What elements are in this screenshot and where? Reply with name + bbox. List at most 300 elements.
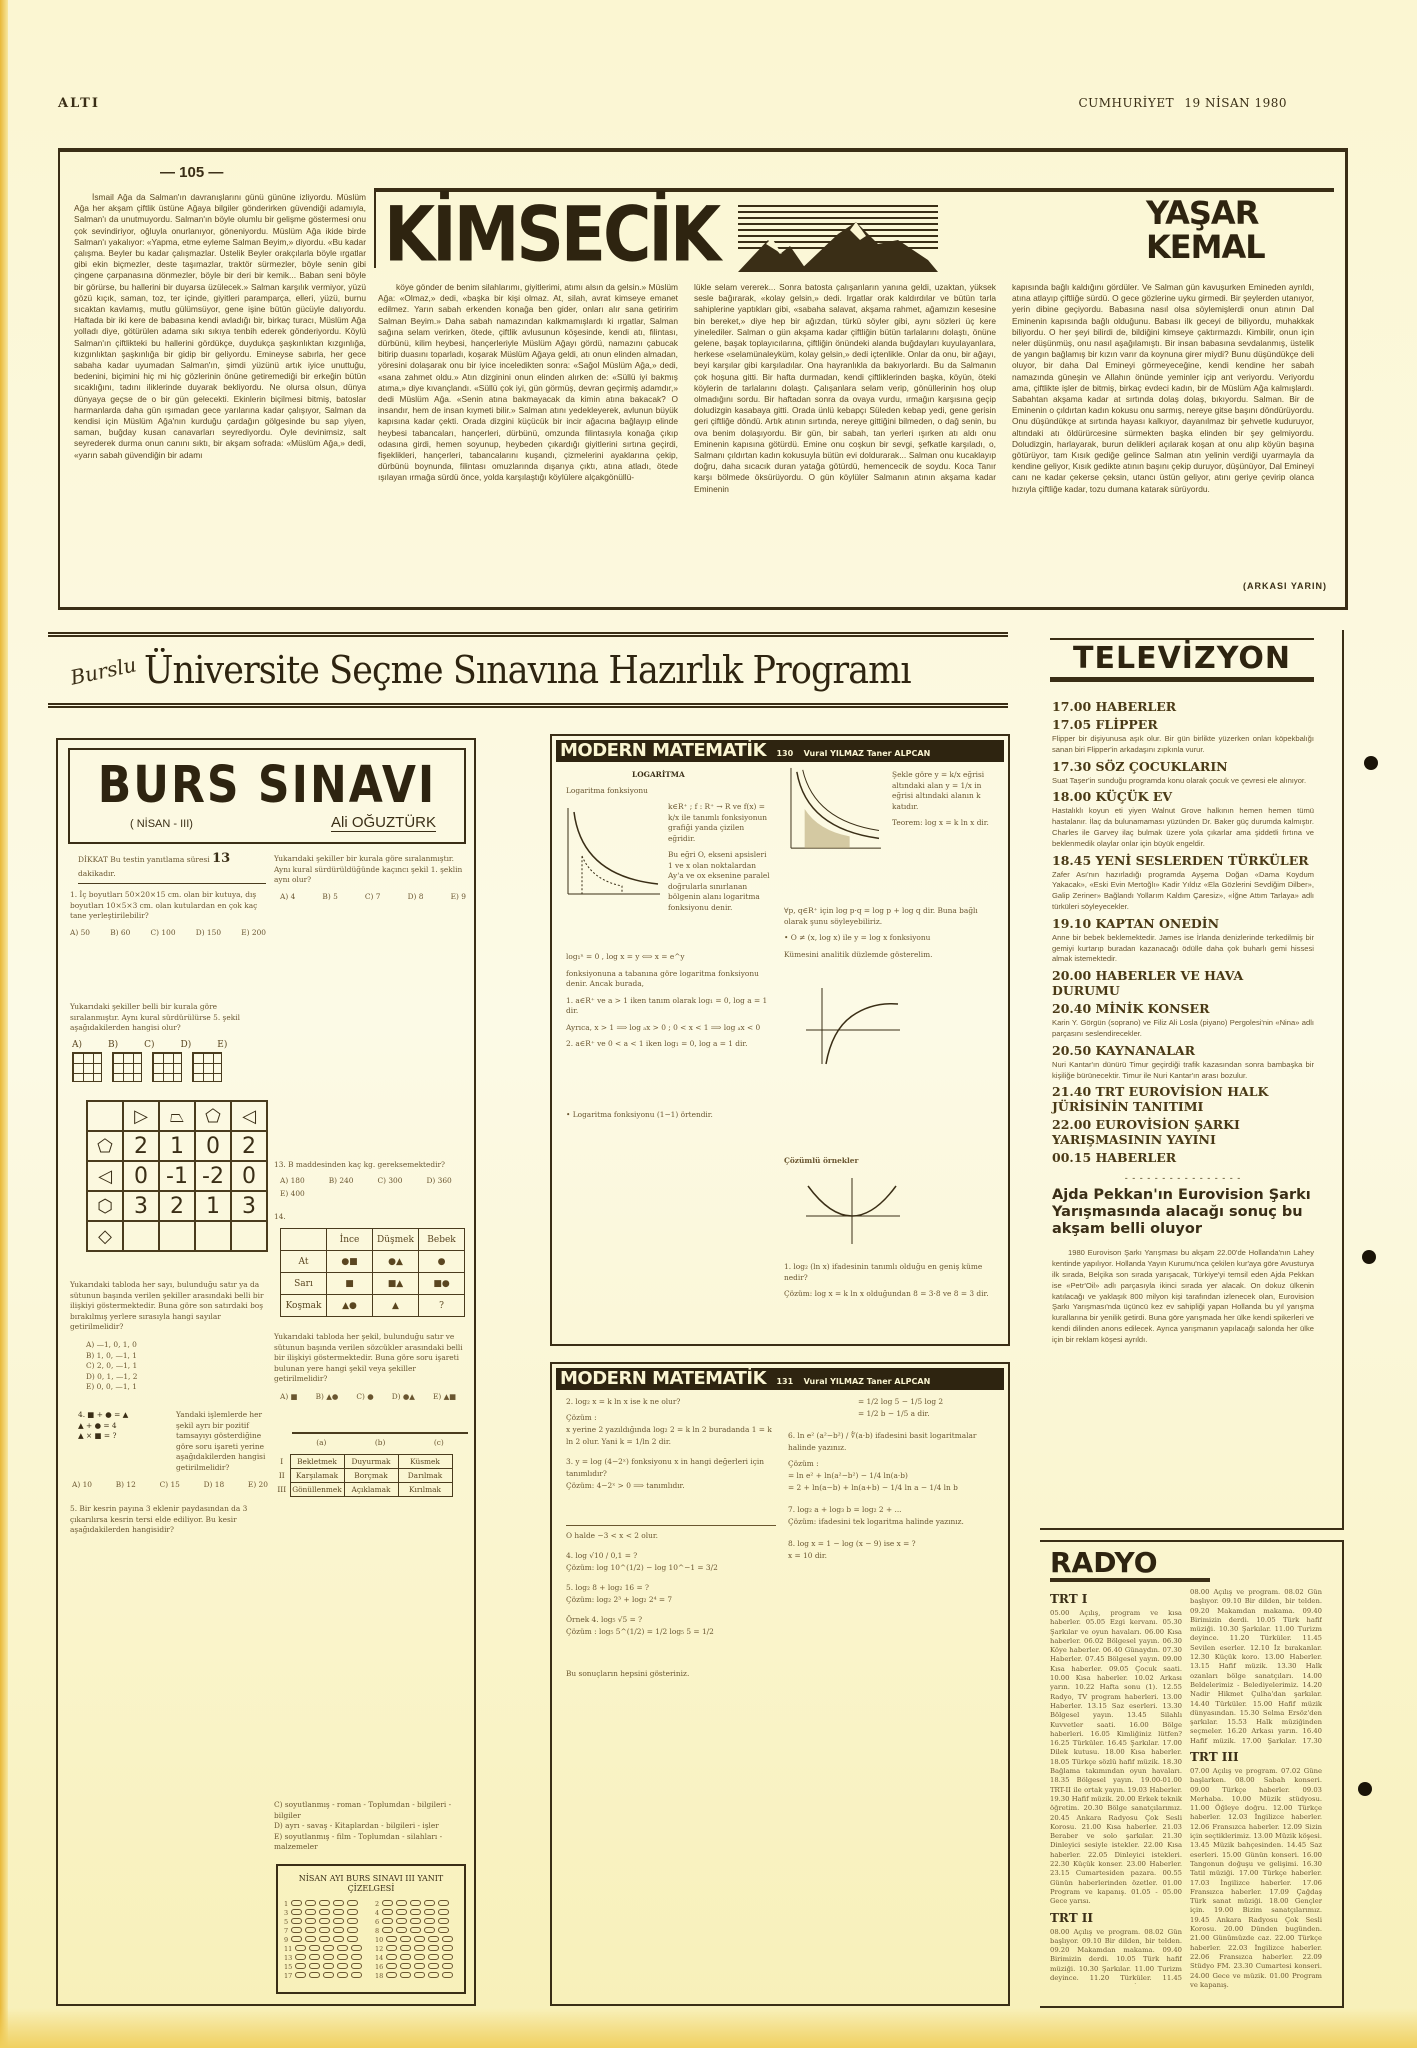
tv-program-title: 00.15 HABERLER: [1052, 1150, 1177, 1166]
answer-bubble[interactable]: [347, 1927, 358, 1933]
mm-line: 4. log √10 / 0,1 = ?: [566, 1551, 638, 1560]
answer-bubble[interactable]: [442, 1972, 453, 1978]
mm-number: 131: [776, 1377, 794, 1386]
tv-program-title: 21.40 TRT EUROVİSİON HALK JÜRİSİNİN TANITIMI: [1052, 1084, 1269, 1115]
answer-bubble[interactable]: [428, 1954, 439, 1960]
question-4-options: [72, 1480, 268, 1491]
table-cell: [195, 1221, 231, 1251]
answer-bubble[interactable]: [333, 1936, 344, 1942]
answer-bubble[interactable]: [382, 1900, 393, 1906]
burs-author: Ali OĞUZTÜRK: [331, 814, 436, 831]
radio-column-left: [1050, 1588, 1182, 2000]
answer-bubble[interactable]: [386, 1945, 397, 1951]
answer-bubble[interactable]: [396, 1900, 407, 1906]
tv-program-description: Karin Y. Görgün (soprano) ve Filiz Ali Losla (piyano) Pergolesi'nin «Nina» adlı parçasını seslendirecekler.: [1052, 1018, 1314, 1038]
answer-bubble[interactable]: [414, 1954, 425, 1960]
author-name: [1146, 196, 1265, 264]
answer-row: [284, 1972, 367, 1980]
answer-bubble[interactable]: [386, 1963, 397, 1969]
mm-line: Logaritma fonksiyonu: [566, 786, 648, 795]
pattern-grid-icon: [152, 1052, 182, 1082]
answer-bubble[interactable]: [337, 1963, 348, 1969]
answer-bubble[interactable]: [424, 1900, 435, 1906]
option: A) ■: [280, 1392, 298, 1401]
answer-bubble[interactable]: [424, 1909, 435, 1915]
option: D) 8: [407, 892, 424, 901]
separator: - - - - - - - - - - - - - - - -: [1124, 1173, 1242, 1184]
option: C) soyutlanmış - roman - Toplumdan - bilgileri - bilgiler: [274, 1800, 452, 1820]
table-cell: Darılmak: [398, 1469, 452, 1483]
table-row: [87, 1101, 267, 1131]
answer-bubble[interactable]: [386, 1936, 397, 1942]
answer-number: 12: [375, 1945, 384, 1953]
answer-bubble[interactable]: [410, 1900, 421, 1906]
table-cell: ⬡: [87, 1191, 123, 1221]
option: C) 100: [150, 928, 176, 937]
question-14-label: 14.: [274, 1212, 286, 1221]
answer-bubble[interactable]: [442, 1945, 453, 1951]
option: B) 240: [328, 1176, 354, 1185]
table-cell: [87, 1101, 123, 1131]
answer-bubble[interactable]: [428, 1972, 439, 1978]
notice-text: Bu testin yanıtlama süresi: [110, 855, 210, 864]
answer-number: 4: [375, 1909, 380, 1917]
table-cell: 1: [195, 1191, 231, 1221]
row-label: II: [278, 1471, 285, 1480]
answer-bubble[interactable]: [323, 1945, 334, 1951]
mm-line: 2. log₂ x = k ln x ise k ne olur?: [566, 1397, 681, 1406]
word-table: [274, 1454, 453, 1497]
column-header: (b): [374, 1438, 386, 1447]
mm-line: fonksiyonuna a tabanına göre logaritma fonksiyonu denir. Ancak burada,: [566, 968, 759, 988]
option: A) 4: [280, 892, 296, 901]
table-cell: -2: [195, 1161, 231, 1191]
table-cell: 0: [123, 1161, 159, 1191]
option-label: B): [108, 1040, 119, 1050]
punch-hole-icon: [1364, 756, 1378, 770]
answer-bubble[interactable]: [347, 1918, 358, 1924]
answer-row: [284, 1945, 367, 1953]
tv-program-description: Hastalıklı koyun eti yiyen Walnut Grove halkının hemen hemen tümü hastalanır. İlaç da bulunamaması yüzünden Dr. Baker güç durumda kalmıştır. Charles ile Garvey ilaç bulmak üzere yola çıkarlar ama şiddetli fırtına ve beklenmedik olaylar onlar için büyük engeldir.: [1052, 806, 1314, 848]
answer-number: 17: [284, 1972, 293, 1980]
answer-number: 18: [375, 1972, 384, 1980]
answer-bubble[interactable]: [382, 1909, 393, 1915]
answer-bubble[interactable]: [410, 1909, 421, 1915]
mm-line: • O ≠ (x, log x) ile y = log x fonksiyonu: [784, 933, 931, 942]
answer-bubble[interactable]: [347, 1936, 358, 1942]
modern-matematik-131: [550, 1362, 1010, 2006]
mm-line: 6. ln e² (a²−b²) / ∜(a·b) ifadesini basit logaritmalar halinde yazınız.: [788, 1431, 977, 1452]
mm-line: 1. log₂ (ln x) ifadesinin tanımlı olduğu en geniş küme nedir?: [784, 1262, 983, 1282]
mm-number: 130: [776, 749, 794, 758]
answer-sheet-title: NİSAN AYI BURS SINAVI III YANIT ÇİZELGESİ: [298, 1874, 444, 1893]
table-cell: 1: [159, 1131, 195, 1161]
right-question-text: Yukarıdaki şekiller bir kurala göre sıralanmıştır. Aynı kural sürdürüldüğünde kaçıncı şekil 1. şeklin aynı olur?: [274, 854, 463, 884]
answer-bubble[interactable]: [396, 1918, 407, 1924]
mm-line: Kümesini analitik düzlemde gösterelim.: [784, 949, 933, 959]
answer-bubble[interactable]: [410, 1927, 421, 1933]
mm-line: Çözümlü örnekler: [784, 1156, 859, 1165]
mm-line: Teorem: log x = k ln x dir.: [892, 818, 989, 827]
answer-bubble[interactable]: [323, 1972, 334, 1978]
answer-bubble[interactable]: [428, 1936, 439, 1942]
tv-program-title: 19.10 KAPTAN ONEDİN: [1052, 915, 1219, 931]
answer-bubble[interactable]: [438, 1909, 449, 1915]
table-cell: Bebek: [419, 1229, 465, 1251]
table-cell: [281, 1229, 327, 1251]
answer-bubble[interactable]: [309, 1972, 320, 1978]
answer-bubble[interactable]: [319, 1927, 330, 1933]
row-label: I: [280, 1457, 284, 1466]
pattern-grid-icon: [112, 1052, 142, 1082]
answer-number: 6: [375, 1918, 380, 1926]
answer-bubble[interactable]: [333, 1918, 344, 1924]
option: D) ayrı - savaş - Kitaplardan - bilgileri - işler: [274, 1821, 439, 1830]
answer-bubble[interactable]: [305, 1909, 316, 1915]
channel-schedule-continued: 08.00 Açılış ve program. 08.02 Gün başlıyor. 09.10 Bir dilden, bir telden. 09.20 Makamdan makama. 09.40 Birimizin derdi. 10.05 Türk hafif müziği. 10.30 Şarkılar. 11.00 Turizm deyince. 11.20 Türküler. 11.45 Sevilen eserler. 12.10 İz bırakanlar. 12.30 Küçük koro. 13.00 Haberler. 13.15 Hafif müzik. 13.30 Halk ozanları bölge sanatçıları. 14.00 Beldelerimiz - Belediyelerimiz. 14.20 Nadir Hikmet Çulha'dan şarkılar. 14.40 Türküler. 15.00 Hafif müzik dünyasından. 15.30 Selma Ersöz'den şarkılar. 15.53 Halk müziğinden seçmeler. 16.20 Arkası yarın. 16.40 Hafif müzik. 17.00 Şarkılar. 17.30: [1190, 1588, 1322, 1745]
answer-bubble[interactable]: [438, 1900, 449, 1906]
table-cell: ▲●: [327, 1295, 373, 1317]
answer-bubble[interactable]: [305, 1900, 316, 1906]
answer-bubble[interactable]: [396, 1927, 407, 1933]
option-label: C): [144, 1040, 155, 1050]
option: E) ▲■: [433, 1392, 457, 1401]
answer-bubble[interactable]: [424, 1927, 435, 1933]
table-cell: 3: [231, 1191, 267, 1221]
option: C) 7: [364, 892, 381, 901]
table-cell: Gönüllenmek: [290, 1483, 344, 1497]
channel-name: TRT III: [1190, 1750, 1239, 1764]
author-first-name: YAŞAR: [1146, 194, 1259, 232]
answer-bubble[interactable]: [351, 1945, 362, 1951]
answer-row: [375, 1945, 458, 1953]
answer-bubble[interactable]: [400, 1936, 411, 1942]
mm-line: = ln e² + ln(a²−b²) − 1/4 ln(a·b): [788, 1471, 908, 1480]
tv-program-description: Anne bir bebek beklemektedir. James ise İrlanda denizlerinde terkedilmiş bir gemiyi kurtarıp buradan kazanacağı ödülle daha çok buharlı gemi hissesi almak istemektedir.: [1052, 932, 1314, 964]
table-row: [281, 1273, 465, 1295]
answer-bubble[interactable]: [337, 1945, 348, 1951]
answer-bubble[interactable]: [319, 1936, 330, 1942]
option: C) 15: [159, 1480, 180, 1489]
answer-bubble[interactable]: [309, 1945, 320, 1951]
tv-program-title: 18.00 KÜÇÜK EV: [1052, 789, 1173, 805]
mm-right-text-a: [784, 906, 1002, 966]
answer-bubble[interactable]: [295, 1963, 306, 1969]
mm-line: 5. log₂ 8 + log₂ 16 = ?: [566, 1583, 649, 1592]
mm-header-bar: [556, 1368, 1004, 1390]
answer-bubble[interactable]: [295, 1954, 306, 1960]
mm-line: Örnek 4. log₅ √5 = ?: [566, 1615, 643, 1624]
answer-bubble[interactable]: [414, 1945, 425, 1951]
option: D) 360: [426, 1176, 452, 1185]
equation: ▲ + ● = 4: [78, 1420, 117, 1430]
log-curve-graph-icon: [562, 806, 662, 896]
answer-bubble[interactable]: [382, 1918, 393, 1924]
mm-authors: Vural YILMAZ Taner ALPCAN: [803, 749, 931, 758]
tv-program-title: 18.45 YENİ SESLERDEN TÜRKÜLER: [1052, 852, 1309, 868]
table-cell: Bekletmek: [290, 1455, 344, 1469]
mm-title: MODERN MATEMATİK: [560, 740, 767, 761]
mm-right-text-c: [784, 1262, 1002, 1306]
table-cell: Kırılmak: [398, 1483, 452, 1497]
answer-number: 5: [284, 1918, 289, 1926]
table-row: [281, 1295, 465, 1317]
table-cell: Küsmek: [398, 1455, 452, 1469]
answer-bubble[interactable]: [319, 1909, 330, 1915]
author-last-name: KEMAL: [1146, 228, 1265, 266]
answer-bubble[interactable]: [438, 1918, 449, 1924]
mm-line: x yerine 2 yazıldığında log₂ 2 = k ln 2 buradanda 1 = k ln 2 olur. Yani k = 1/ln 2 dir.: [566, 1425, 772, 1446]
modern-matematik-130: [550, 734, 1010, 1346]
mm-line: Çözüm :: [788, 1459, 819, 1468]
table-cell: ▷: [123, 1101, 159, 1131]
radio-title: RADYO: [1050, 1548, 1210, 1582]
answer-bubble[interactable]: [295, 1945, 306, 1951]
mm-line: 7. log₂ a + log₃ b = log₂ 2 + ...: [788, 1505, 902, 1514]
answer-bubble[interactable]: [291, 1927, 302, 1933]
mm-lower-left-text: [566, 952, 774, 1126]
option: E) 200: [241, 928, 266, 937]
option: D) 18: [203, 1480, 225, 1489]
answer-number: 8: [375, 1927, 380, 1935]
table-row: [281, 1251, 465, 1273]
answer-bubble[interactable]: [400, 1972, 411, 1978]
answer-bubble[interactable]: [337, 1954, 348, 1960]
page-edge: [0, 0, 8, 2048]
notice-label: DİKKAT: [78, 855, 108, 864]
answer-bubble[interactable]: [309, 1954, 320, 1960]
channel-name: TRT II: [1050, 1910, 1094, 1925]
shape-number-table: [86, 1100, 268, 1252]
answer-number: 3: [284, 1909, 289, 1917]
serial-title-block: [374, 188, 1334, 280]
answer-bubble[interactable]: [442, 1936, 453, 1942]
tv-program-title: 20.50 KAYNANALAR: [1052, 1042, 1195, 1058]
answer-bubble[interactable]: [347, 1900, 358, 1906]
answer-bubble[interactable]: [333, 1900, 344, 1906]
answer-bubble[interactable]: [295, 1972, 306, 1978]
table-row: [274, 1469, 452, 1483]
answer-bubble[interactable]: [291, 1900, 302, 1906]
mm-right-column: [788, 1396, 1002, 1562]
answer-bubble[interactable]: [400, 1963, 411, 1969]
answer-bubble[interactable]: [337, 1972, 348, 1978]
equation: ▲ × ■ = ?: [78, 1431, 117, 1440]
answer-bubble[interactable]: [323, 1954, 334, 1960]
mm-line: O halde −3 < x < 2 olur.: [566, 1531, 658, 1540]
answer-bubble[interactable]: [333, 1927, 344, 1933]
answer-sheet: [276, 1864, 466, 1994]
table-cell: 3: [123, 1191, 159, 1221]
continued-tomorrow: (ARKASI YARIN): [1242, 581, 1327, 591]
question-13-options: [280, 1176, 466, 1199]
pattern-grid-icon: [192, 1052, 222, 1082]
table-cell: ◁: [87, 1161, 123, 1191]
answer-bubble[interactable]: [382, 1927, 393, 1933]
table-cell: ⏢: [159, 1101, 195, 1131]
serial-column-1: İsmail Ağa da Salman'ın davranışlarını günü gününe izliyordu. Müslüm Ağa her akşam çiftlik üstüne Ağaya bilgiler gönderirken güvendiği adamıyla, Salman'ı da unutmuyordu. Salman'ın böyle olumlu bir gelişme göstermesi onu çok sevindiriyor, oğluyla onurlanıyor, göneniyordu. Müslüm Ağa ikide birde Salman'ı yakalıyor: «Yapma, etme eyleme Salman Beyim,» diyordu. «Bu kadar çalışma. Beyler bu kadar çalışmazlar. Üstelik Beyler orakçılarla böyle ırgatlar gibi ekin biçmezler, deste taşımazlar, traktör sürmezler, böyle senin gibi çingene çarpanasına dönmezler, böyle bir deri bir kemik... Baban seni böyle bir görürse, bu hallerini bir duyarsa üzülecek.» Salman karşılık vermiyor, yüzü gözü kıçık, saman, toz, ter içinde, giyitleri paramparça, elleri, yüzü, burnu sıcaktan kavlamış, mutlu gülümsüyor, gene işine bütün gücüyle dalıyordu. Haftada bir iki kere de babasına kendi avladığı bir, birkaç turacı, Müslüm Ağa yolladı diye, götürülen adama sıkı sıkıya tenbih ederek gönderiyordu. Köylü Salman'ın çiftlikteki bu hallerini gördükçe, duydukça şaşkınlıktan kızgınlığa, kızgınlıktan şaşkınlığa bir gidip bir geliyordu. Emineyse sabırla, her gece sabaha kadar uyumadan Salman'ın, şimdi yüzünü artık iyice unuttuğu, bedenini, biçimini hiç mi hiç gözlerinin önüne getiremediği bir erkeğin bütün sıcaklığını, tadını iliklerinde duyarak bekliyordu. Ne olursa olsun, dünya dünyaya geçse de o bir gün gelecekti. Ekinlerin biçilmesi bitmiş, batoslar harmanlarda daha gün ışımadan gece yarılarına kadar çalışıyor, Salman da kendisi için Müslüm Ağa'nın kurduğu çardağın gölgesinde bu sap yiyen, saman, buğday kusan canavarları seyrediyordu. Öyle devinimsiz, salt seyrederek durma onun canını sıktı, bir akşam sofrada: «Müslüm Ağa,» dedi, «yarın sabah güvendiğin bir adamı: [74, 192, 366, 460]
table-cell: [159, 1221, 195, 1251]
answer-bubble[interactable]: [414, 1972, 425, 1978]
table-cell: ●: [419, 1251, 465, 1273]
masthead-date: [1078, 96, 1287, 110]
answer-bubble[interactable]: [386, 1972, 397, 1978]
answer-bubble[interactable]: [319, 1900, 330, 1906]
channel-schedule: 07.00 Açılış ve program. 07.02 Güne başlarken. 08.00 Sabah konseri. 09.00 Türkçe haberler. 09.03 Merhaba. 10.00 Müzik stüdyosu. 11.00 Öğleye doğru. 12.00 Türkçe haberler. 12.03 İngilizce haberler. 12.06 Fransızca haberler. 12.09 Sizin için seçtiklerimiz. 13.00 Müzik köşesi. 13.45 Müzik bahçesinden. 14.45 Saz eserleri. 15.00 Günün konseri. 16.00 Tangonun doğuşu ve gelişimi. 16.30 Tatil müziği. 17.00 Türkçe haberler. 17.03 İngilizce haberler. 17.06 Fransızca haberler. 17.09 Çağdaş Türk sanat müziği. 18.00 Gençler için. 19.00 Bizim sanatçılarımız. 19.45 Ankara Radyosu Çok Sesli Korosu. 20.00 Dünden bugünden. 21.00 Günümüzde caz. 22.00 Türkçe haberler. 22.03 İngilizce haberler. 22.06 Fransızca haberler. 22.09 Stüdyo FM. 23.30 Cumartesi konseri. 24.00 Gece ve müzik. 01.00 Program ve kapanış.: [1190, 1767, 1322, 1989]
mm-line: Çözüm: log 10^(1/2) − log 10^−1 = 3/2: [566, 1563, 718, 1572]
mm-section-title: LOGARİTMA: [632, 770, 685, 779]
mm-line: = 2 + ln(a−b) + ln(a+b) − 1/4 ln a − 1/4 ln b: [788, 1483, 958, 1492]
mm-line: 8. log x = 1 − log (x − 9) ise x = ?: [788, 1539, 916, 1548]
option: A) —1, 0, 1, 0: [86, 1340, 137, 1349]
answer-bubble[interactable]: [414, 1936, 425, 1942]
answer-bubble[interactable]: [351, 1963, 362, 1969]
answer-bubble[interactable]: [396, 1909, 407, 1915]
answer-bubble[interactable]: [305, 1918, 316, 1924]
answer-bubble[interactable]: [410, 1918, 421, 1924]
question-14-options: [280, 1392, 466, 1403]
tv-program-title: 20.00 HABERLER VE HAVA DURUMU: [1052, 968, 1244, 999]
table-cell: 2: [231, 1131, 267, 1161]
option: E) 400: [280, 1188, 305, 1198]
number-line-icon: [566, 1496, 776, 1526]
question-15-headers: [292, 1432, 468, 1449]
answer-bubble[interactable]: [291, 1936, 302, 1942]
table-cell: ●▲: [373, 1251, 419, 1273]
question-4-text: Yandaki işlemlerde her şekil ayrı bir pozitif tamsayıyı gösterdiğine göre soru işareti yerine aşağıdakilerden hangisi getirilmelidir?: [176, 1410, 266, 1472]
program-banner: [48, 632, 1008, 708]
option: E) 20: [247, 1480, 268, 1489]
mm-authors: Vural YILMAZ Taner ALPCAN: [803, 1377, 931, 1386]
question-14-text: Yukarıdaki tabloda her şekil, bulunduğu satır ve sütunun başında verilen sözcükler arasındaki belli bir ilişkiyi göstermektedir. Buna göre soru işareti bulunan yere hangi şekil veya şekiller getirilmelidir?: [274, 1332, 463, 1383]
mm-line: • Logaritma fonksiyonu (1−1) örtendir.: [566, 1109, 713, 1119]
mm-line: = 1/2 b − 1/5 a dir.: [858, 1409, 930, 1418]
page-number-word: ALTI: [58, 96, 100, 111]
mm-upper-left-text: [668, 802, 772, 919]
table-cell: ■: [327, 1273, 373, 1295]
serial-column-2: köye gönder de benim silahlarımı, giyitlerimi, atımı alsın da gelsin.» Müslüm Ağa: «Olmaz,» dedi, «başka bir kişi olmaz. At, silah, avrat kimseye emanet edilmez. Yarın sabah erkenden konağa ben gider, onları alır sana getiririm Salman Beyim.» Daha sabah namazından kalkmamışlardı ki ırgatlar, Salman sağına selam verirken, ötede, çiftlik avlusunun köşesinde, kendi atı, filintası, dürbünü, kilim heybesi, hançerleriyle Müslüm Ağayı gördü, namazını çabucak bitirip duasını toparladı, koşarak Müslüm Ağaya geldi, atı onun elinden almadan, yöresini dolaşarak onu bir iyice inceledikten sonra: «Sağol Müslüm Ağa,» dedi, «sana zahmet oldu.» Atın dizginini onun elinden alırken de: «Süllü iyi bakmış atıma,» diye kıvançlandı. «Süllü çok iyi, gün görmüş, devran geçirmiş adamdır,» dedi Müslüm Ağa. «Senin atına bakmayacak da kimin atına bakacak? O insandır, hem de insan kıymeti bilir.» Salman atını yedekleyerek, avlunun büyük kapısına kadar çekti. Orada dizgini küçücük bir incir ağacına bağlayıp elinde heybesi tabancaları, hançerleri, dürbünü, omzunda filintasıyla konağa çıkıp odasına girdi, hemen soyunup, heybeden çıkardığı giyitlerini sırtına geçirdi, fişeklikleri, hançerleri, tabancalarını kuşandı, çizmelerini ayaklarına çekip, dürbünü boynunda, filintası omuzlarında dışarıya çıktı, atına atladı, ötede ışılayan ırmağa sürdü önce, yolda karşılaştığı köylülere alçakgönüllü-: [378, 282, 678, 483]
answer-row: [375, 1909, 458, 1917]
mm-line: log₁ⁿ = 0 , log x = y ⟺ x = e^y: [566, 952, 685, 961]
mm-header-bar: [556, 740, 1004, 762]
table-row: [87, 1221, 267, 1251]
mm-upper-right-text: [892, 770, 1004, 835]
column-header: (c): [433, 1438, 444, 1447]
episode-number: — 105 —: [160, 164, 224, 181]
log-function-graph-icon: [802, 986, 902, 1066]
equation: 4. ■ + ● = ▲: [78, 1410, 129, 1419]
answer-bubble[interactable]: [319, 1918, 330, 1924]
mm-line: Çözüm :: [566, 1413, 597, 1422]
option-label: E): [217, 1040, 228, 1050]
table-cell: ?: [419, 1295, 465, 1317]
answer-bubble[interactable]: [305, 1936, 316, 1942]
burs-header: [68, 748, 466, 844]
tv-program-list: [1052, 696, 1314, 1346]
mm-line: Çözüm: ifadesini tek logaritma halinde yazınız.: [788, 1517, 964, 1526]
table-row: [274, 1455, 452, 1469]
answer-bubble[interactable]: [333, 1909, 344, 1915]
mm-line: 3. y = log (4−2ˣ) fonksiyonu x in hangi değerleri için tanımlıdır?: [566, 1457, 764, 1478]
answer-bubble[interactable]: [400, 1945, 411, 1951]
mountain-illustration-icon: [738, 200, 938, 272]
table-cell: Sarı: [281, 1273, 327, 1295]
answer-bubble[interactable]: [351, 1972, 362, 1978]
table-row: [281, 1229, 465, 1251]
answer-bubble[interactable]: [424, 1918, 435, 1924]
table-row: [87, 1161, 267, 1191]
newspaper-name: CUMHURİYET: [1078, 96, 1175, 110]
answer-row: [284, 1909, 367, 1917]
answer-bubble[interactable]: [442, 1954, 453, 1960]
notice: [78, 852, 266, 884]
answer-row: [284, 1963, 367, 1971]
table-cell: ▲: [373, 1295, 419, 1317]
column-header: (a): [316, 1438, 327, 1447]
mm-line: ∀p, q∈R⁺ için log p·q = log p + log q dir. Buna bağlı olarak şunu söyleyebiliriz.: [784, 906, 978, 926]
mm-line: = 1/2 log 5 − 1/5 log 2: [858, 1397, 944, 1406]
question-16-options: [274, 1800, 468, 1853]
option: A) 180: [280, 1176, 305, 1185]
page-edge-bottom: [0, 2008, 1417, 2048]
answer-bubble[interactable]: [428, 1945, 439, 1951]
answer-row: [284, 1918, 367, 1926]
answer-bubble[interactable]: [351, 1954, 362, 1960]
mm-line: 1. a∈R⁺ ve a > 1 iken tanım olarak log₁ = 0, log a = 1 dir.: [566, 995, 768, 1015]
option: B) 5: [322, 892, 338, 901]
mm-line: x = 10 dir.: [788, 1551, 827, 1560]
answer-bubble[interactable]: [438, 1927, 449, 1933]
option: E) 0, 0, —1, 1: [86, 1382, 137, 1391]
table-cell: ⬠: [195, 1101, 231, 1131]
radio-column-right: [1190, 1588, 1322, 2000]
answer-row: [375, 1954, 458, 1962]
tv-program-title: 20.40 MİNİK KONSER: [1052, 1001, 1210, 1017]
answer-bubble[interactable]: [428, 1963, 439, 1969]
answer-number: 2: [375, 1900, 380, 1908]
option: B) 60: [110, 928, 131, 937]
mm-line: Çözüm: log₂ 2³ + log₂ 2⁴ = 7: [566, 1595, 673, 1604]
mm-line: Bu eğri O, ekseni apsisleri 1 ve x olan noktalardan Ay'a ve ox eksenine paralel doğrularla sınırlanan bölgenin alanı logaritma fonksiyonu denir.: [668, 850, 770, 912]
answer-bubble[interactable]: [323, 1963, 334, 1969]
question-1-options: [70, 928, 266, 939]
answer-bubble[interactable]: [414, 1963, 425, 1969]
option: B) 1, 0, —1, 1: [86, 1350, 137, 1360]
answer-bubble[interactable]: [291, 1918, 302, 1924]
question-3-text: Yukarıdaki tabloda her sayı, bulunduğu satır ya da sütunun başında verilen şekiller arasındaki belli bir ilişkiyi göstermektedir. Buna göre son satırdaki boş bırakılmış yerlere sırasıyla hangi sayılar getirilmelidir?: [70, 1280, 264, 1331]
burs-sinavi-section: [56, 738, 476, 2006]
answer-bubble[interactable]: [386, 1954, 397, 1960]
answer-bubble[interactable]: [291, 1909, 302, 1915]
table-row: [87, 1191, 267, 1221]
table-cell: At: [281, 1251, 327, 1273]
option: D) 150: [195, 928, 222, 937]
answer-bubble[interactable]: [309, 1963, 320, 1969]
answer-bubble[interactable]: [347, 1909, 358, 1915]
notice-unit: dakikadır.: [78, 869, 116, 878]
answer-row: [284, 1927, 367, 1935]
table-cell: [231, 1221, 267, 1251]
answer-bubble[interactable]: [400, 1954, 411, 1960]
answer-bubble[interactable]: [305, 1927, 316, 1933]
answer-row: [375, 1900, 458, 1908]
table-row: [87, 1131, 267, 1161]
table-cell: İnce: [327, 1229, 373, 1251]
tv-program-description: Zafer Ası'nın hazırladığı programda Ayşema Doğan «Dama Koydum Yakacak», «Eski Evin Mertoğlı» Kadir Yıldız «Ela Gözlerini Sevdiğim Dilber», Galip Zeriner» Bağlandı Yollarım Kaldım Çaresiz», «İğne Attım Tarlaya» adlı türküleri söyleyecekler.: [1052, 869, 1314, 911]
answer-bubble[interactable]: [442, 1963, 453, 1969]
mm-line: k∈R⁺ ; f : R⁺ → R ve f(x) = k/x ile tanımlı fonksiyonun grafiği yanda çizilen eğridir.: [668, 802, 768, 843]
answer-number: 9: [284, 1936, 289, 1944]
